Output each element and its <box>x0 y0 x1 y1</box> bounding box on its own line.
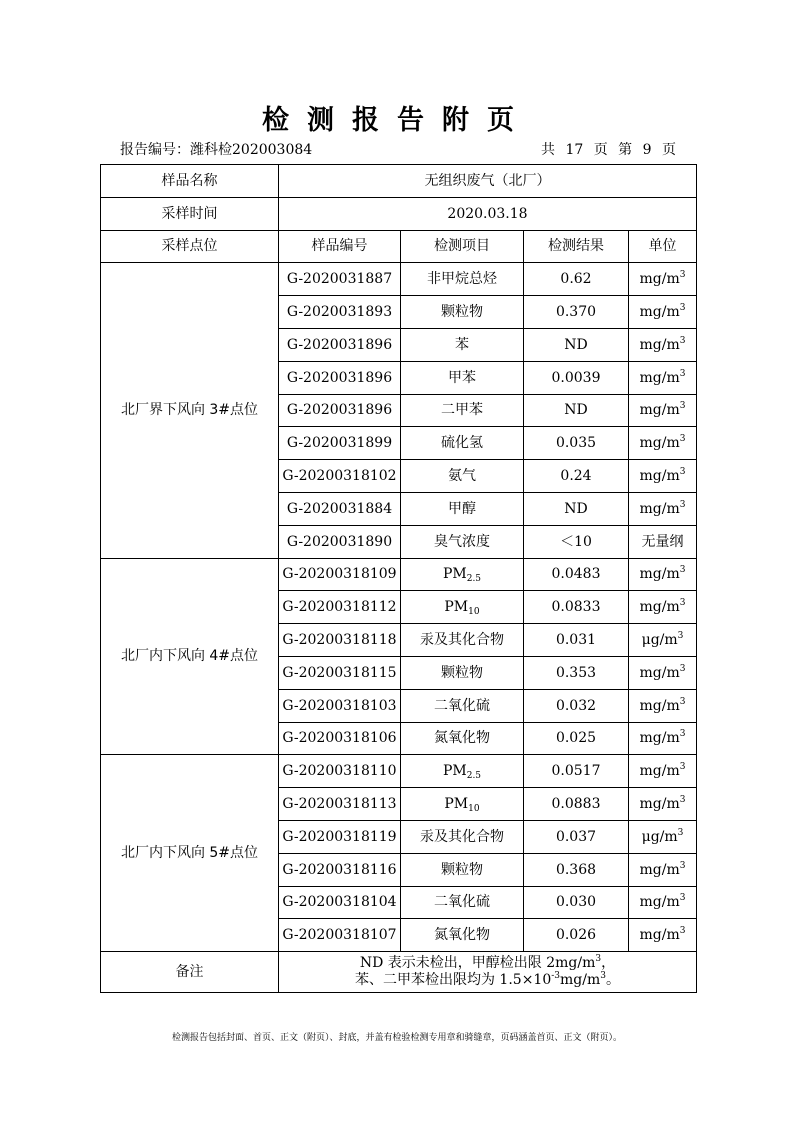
sample-id-cell: G-20200318116 <box>279 853 401 886</box>
result-cell: ND <box>524 394 629 427</box>
note-text <box>279 952 697 993</box>
note-label: 备注 <box>101 952 279 993</box>
result-cell: 0.0483 <box>524 558 629 591</box>
result-cell: 0.0517 <box>524 755 629 788</box>
report-number-label: 报告编号：潍科检 <box>120 142 232 158</box>
result-cell: 0.032 <box>524 689 629 722</box>
table-row <box>101 263 697 296</box>
note-line-1: ND 表示未检出，甲醇检出限 $2mg/m^3$， <box>359 954 616 972</box>
sample-id-cell: G-20200318106 <box>279 722 401 755</box>
unit-cell: $mg/m^3$ <box>629 460 697 493</box>
sample-id-cell: G-20200318119 <box>279 820 401 853</box>
test-item-cell: $PM_{10}$ <box>401 788 524 821</box>
sample-id-cell: G-2020031884 <box>279 492 401 525</box>
unit-cell: $mg/m^3$ <box>629 263 697 296</box>
unit-cell: $mg/m^3$ <box>629 394 697 427</box>
test-item-cell: 臭气浓度 <box>401 525 524 558</box>
sample-id-cell: G-20200318103 <box>279 689 401 722</box>
result-cell: 0.035 <box>524 427 629 460</box>
sample-id-cell: G-2020031896 <box>279 361 401 394</box>
sampling-point: 北厂内下风向 4#点位 <box>101 558 279 755</box>
table-row <box>101 755 697 788</box>
column-header-item: 检测项目 <box>401 230 524 263</box>
column-header-unit: 单位 <box>629 230 697 263</box>
sample-id-cell: G-2020031899 <box>279 427 401 460</box>
test-item-cell: 二甲苯 <box>401 394 524 427</box>
footer-note: 检测报告包括封面、首页、正文（附页）、封底，并盖有检验检测专用章和骑缝章，页码涵盖首页、正文（附页）。 <box>171 1033 622 1043</box>
unit-cell: $mg/m^3$ <box>629 427 697 460</box>
sample-id-cell: G-2020031887 <box>279 263 401 296</box>
sample-id-cell: G-2020031896 <box>279 394 401 427</box>
test-item-cell: $PM_{2.5}$ <box>401 755 524 788</box>
unit-cell: $mg/m^3$ <box>629 328 697 361</box>
sample-id-cell: G-2020031890 <box>279 525 401 558</box>
results-table <box>100 164 697 993</box>
sample-id-cell: G-20200318115 <box>279 656 401 689</box>
unit-cell: $\mu g/m^3$ <box>629 624 697 657</box>
test-item-cell: 氨气 <box>401 460 524 493</box>
unit-cell: $mg/m^3$ <box>629 755 697 788</box>
result-cell: 0.030 <box>524 886 629 919</box>
unit-cell: $mg/m^3$ <box>629 492 697 525</box>
unit-cell: $mg/m^3$ <box>629 361 697 394</box>
test-item-cell: 苯 <box>401 328 524 361</box>
result-cell: 0.0833 <box>524 591 629 624</box>
sample-id-cell: G-2020031893 <box>279 296 401 329</box>
test-item-cell: 非甲烷总烃 <box>401 263 524 296</box>
unit-cell: $mg/m^3$ <box>629 919 697 952</box>
unit-cell: $mg/m^3$ <box>629 853 697 886</box>
unit-cell: $mg/m^3$ <box>629 591 697 624</box>
result-cell: 0.025 <box>524 722 629 755</box>
sample-id-cell: G-20200318112 <box>279 591 401 624</box>
test-item-cell: 甲苯 <box>401 361 524 394</box>
sample-id-cell: G-20200318107 <box>279 919 401 952</box>
result-cell: ND <box>524 328 629 361</box>
sample-name-value: 无组织废气（北厂） <box>279 165 697 198</box>
sampling-time-row <box>101 197 697 230</box>
test-item-cell: 氮氧化物 <box>401 919 524 952</box>
result-cell: 0.0883 <box>524 788 629 821</box>
test-item-cell: 颗粒物 <box>401 296 524 329</box>
unit-cell: $mg/m^3$ <box>629 689 697 722</box>
test-item-cell: 汞及其化合物 <box>401 820 524 853</box>
unit-cell: $mg/m^3$ <box>629 788 697 821</box>
unit-cell: $mg/m^3$ <box>629 558 697 591</box>
sample-id-cell: G-20200318118 <box>279 624 401 657</box>
sampling-time-value: 2020.03.18 <box>279 197 697 230</box>
column-header-sample-id: 样品编号 <box>279 230 401 263</box>
result-cell: 0.62 <box>524 263 629 296</box>
report-number-value: 202003084 <box>232 142 313 158</box>
column-header-point: 采样点位 <box>101 230 279 263</box>
sample-id-cell: G-2020031896 <box>279 328 401 361</box>
test-item-cell: 氮氧化物 <box>401 722 524 755</box>
unit-cell: $\mu g/m^3$ <box>629 820 697 853</box>
test-item-cell: 二氧化硫 <box>401 689 524 722</box>
sample-id-cell: G-20200318110 <box>279 755 401 788</box>
sample-name-label: 样品名称 <box>101 165 279 198</box>
column-header-result: 检测结果 <box>524 230 629 263</box>
result-cell: ＜10 <box>524 525 629 558</box>
sample-id-cell: G-20200318109 <box>279 558 401 591</box>
unit-cell: $mg/m^3$ <box>629 656 697 689</box>
note-row <box>101 952 697 993</box>
column-header-row <box>101 230 697 263</box>
result-cell: ND <box>524 492 629 525</box>
test-item-cell: 二氧化硫 <box>401 886 524 919</box>
unit-cell: $mg/m^3$ <box>629 886 697 919</box>
test-item-cell: 甲醇 <box>401 492 524 525</box>
test-item-cell: $PM_{2.5}$ <box>401 558 524 591</box>
report-number <box>120 139 312 159</box>
unit-cell: $mg/m^3$ <box>629 296 697 329</box>
sampling-time-label: 采样时间 <box>101 197 279 230</box>
sample-id-cell: G-20200318113 <box>279 788 401 821</box>
result-cell: 0.24 <box>524 460 629 493</box>
test-item-cell: 汞及其化合物 <box>401 624 524 657</box>
sample-id-cell: G-20200318104 <box>279 886 401 919</box>
result-cell: 0.353 <box>524 656 629 689</box>
sample-id-cell: G-20200318102 <box>279 460 401 493</box>
result-cell: 0.031 <box>524 624 629 657</box>
unit-cell: 无量纲 <box>629 525 697 558</box>
note-line-2: 苯、二甲苯检出限均为 $1.5\times 10^{-3}mg/m^3$。 <box>354 971 620 989</box>
sample-name-row <box>101 165 697 198</box>
test-item-cell: $PM_{10}$ <box>401 591 524 624</box>
sampling-point: 北厂内下风向 5#点位 <box>101 755 279 952</box>
page-info: 共 17 页 第 9 页 <box>541 142 676 158</box>
test-item-cell: 颗粒物 <box>401 853 524 886</box>
result-cell: 0.037 <box>524 820 629 853</box>
test-item-cell: 颗粒物 <box>401 656 524 689</box>
sampling-point: 北厂界下风向 3#点位 <box>101 263 279 558</box>
result-cell: 0.026 <box>524 919 629 952</box>
result-cell: 0.368 <box>524 853 629 886</box>
unit-cell: $mg/m^3$ <box>629 722 697 755</box>
table-row <box>101 558 697 591</box>
result-cell: 0.370 <box>524 296 629 329</box>
test-item-cell: 硫化氢 <box>401 427 524 460</box>
page-title: 检测报告附页 <box>262 105 532 136</box>
result-cell: 0.0039 <box>524 361 629 394</box>
